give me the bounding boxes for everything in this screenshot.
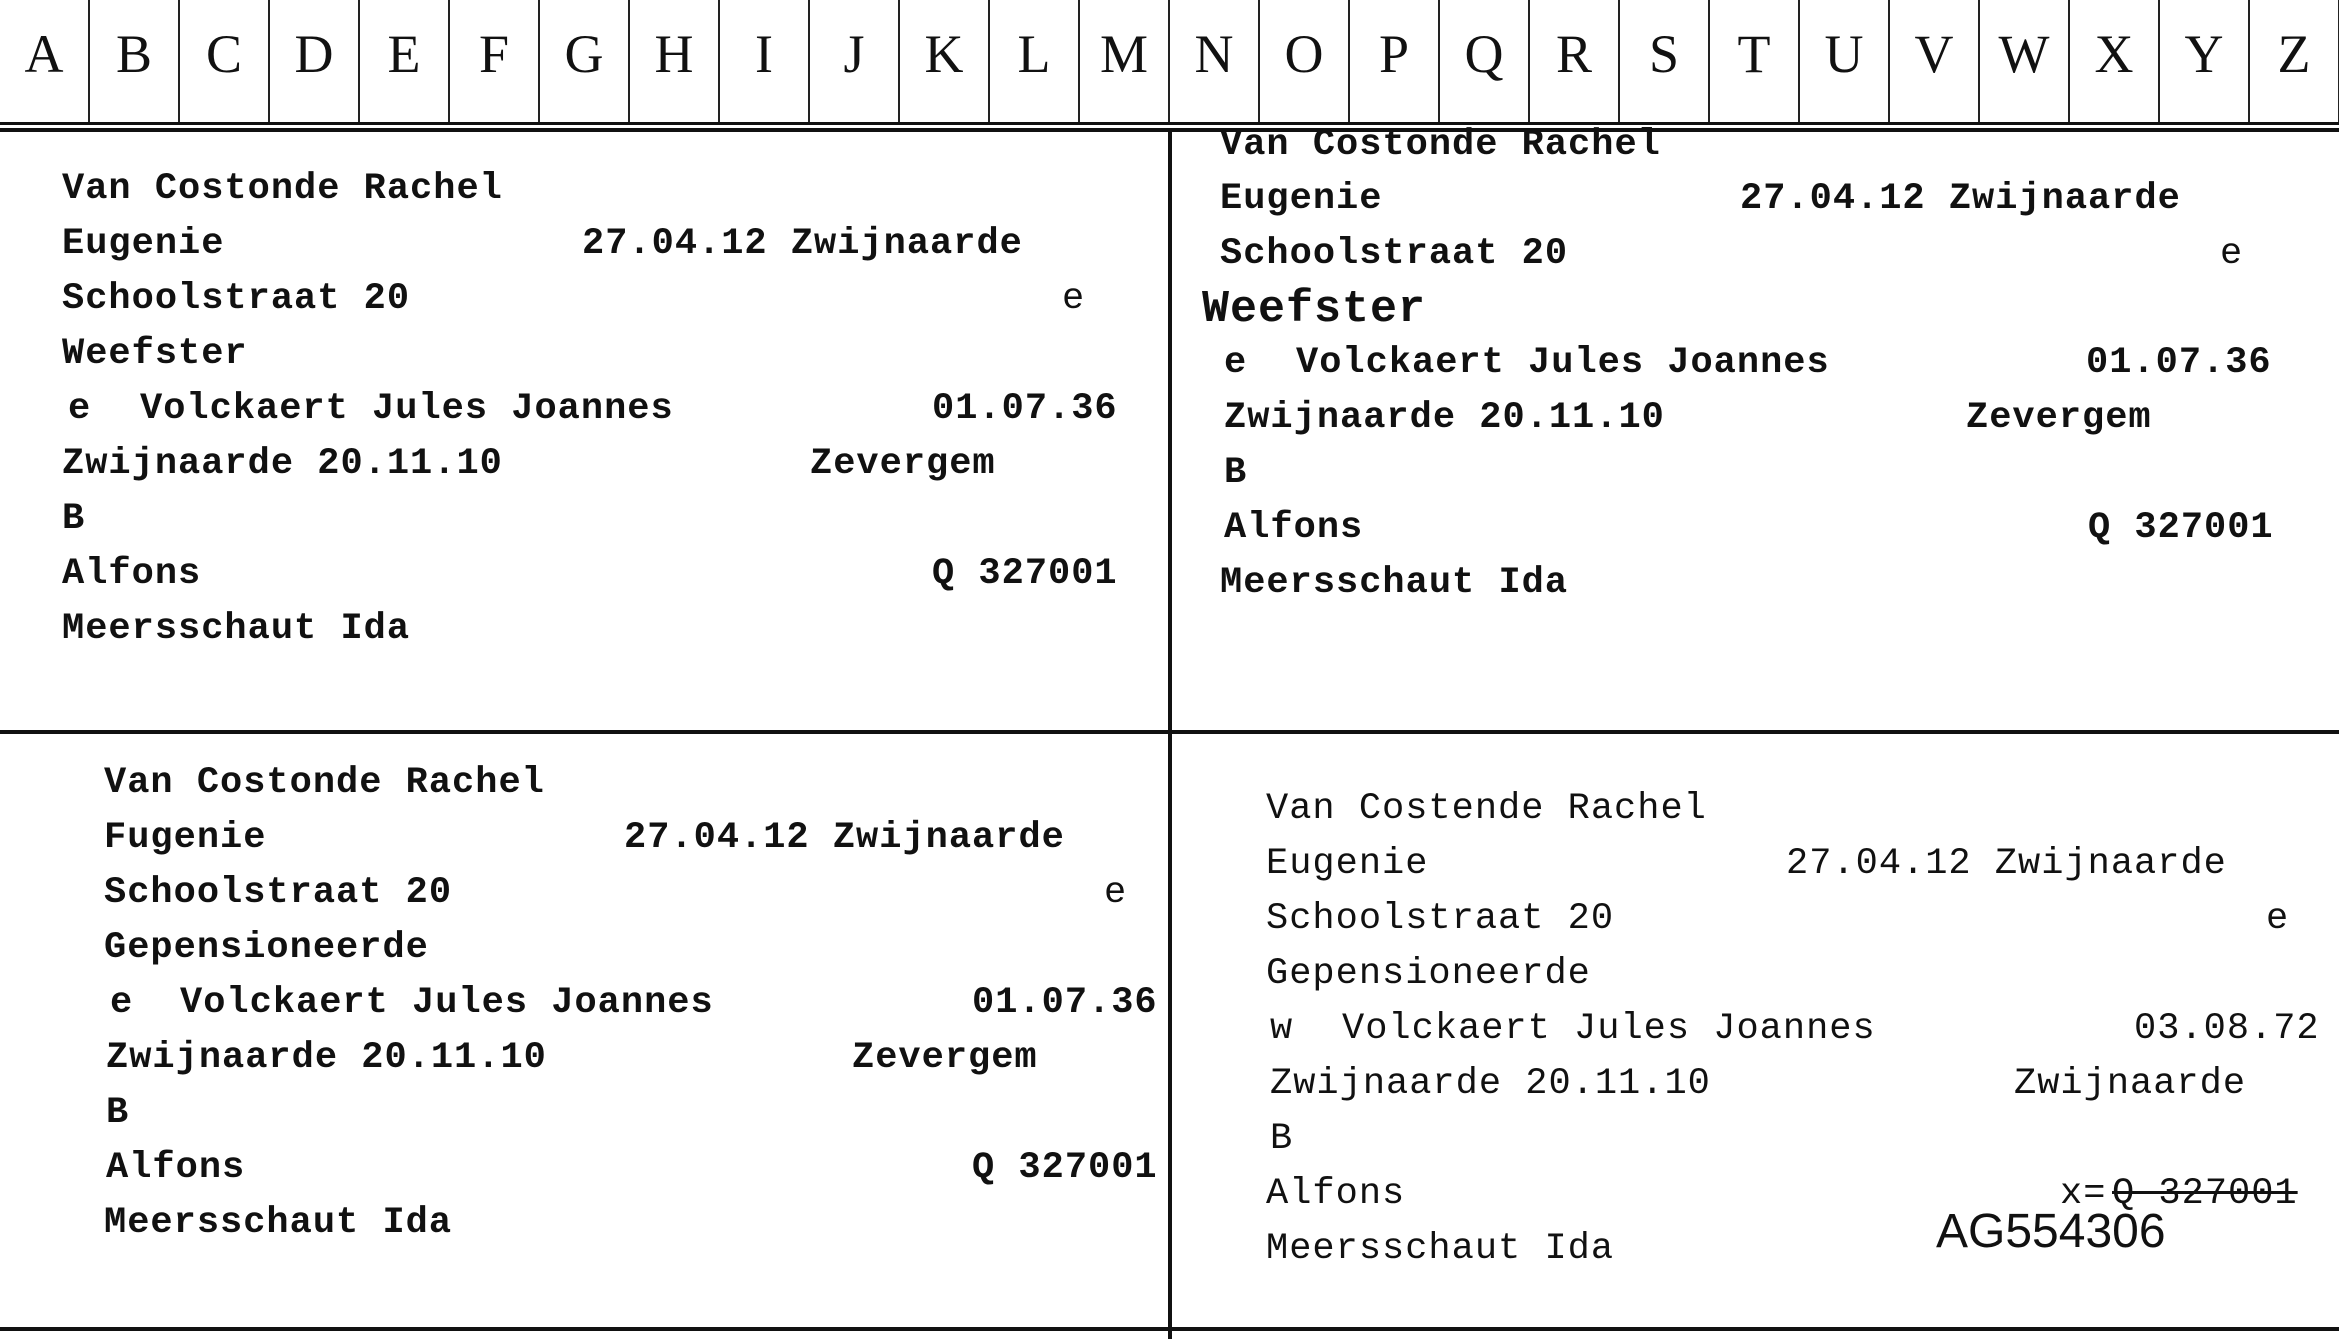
index-letter-t: T: [1710, 0, 1800, 122]
card-first-name: Eugenie: [1266, 843, 1429, 885]
card-number: Q 327001: [932, 553, 1118, 595]
card-name: Van Costonde Rachel: [1220, 124, 1661, 166]
card-address: Schoolstraat 20: [62, 278, 411, 320]
card-code: B: [62, 498, 86, 540]
index-letter-y: Y: [2160, 0, 2250, 122]
card-spouse-name: Volckaert Jules Joannes: [140, 388, 674, 430]
card-spouse-place: Zwijnaarde: [2014, 1063, 2247, 1105]
card-father: Alfons: [1224, 507, 1364, 549]
card-spouse-date: 01.07.36: [2086, 342, 2272, 384]
card-number-prefix: x=: [2060, 1173, 2107, 1215]
card-spouse-birth: Zwijnaarde 20.11.10: [1224, 397, 1665, 439]
card-spouse-date: 03.08.72: [2134, 1008, 2320, 1050]
index-letter-n: N: [1170, 0, 1260, 122]
card-mother: Meersschaut Ida: [1266, 1228, 1615, 1270]
card-address: Schoolstraat 20: [1220, 233, 1569, 275]
index-letter-w: W: [1980, 0, 2070, 122]
card-address: Schoolstraat 20: [1266, 898, 1615, 940]
card-occupation: Gepensioneerde: [104, 927, 429, 969]
card-occupation: Weefster: [1202, 284, 1427, 335]
center-divider: [1168, 128, 1172, 1339]
card-occupation: Weefster: [62, 333, 248, 375]
card-spouse-date: 01.07.36: [972, 982, 1158, 1024]
card-name: Van Costonde Rachel: [104, 762, 545, 804]
index-letter-m: M: [1080, 0, 1170, 122]
card-spouse-birth: Zwijnaarde 20.11.10: [62, 443, 503, 485]
card-birth: 27.04.12 Zwijnaarde: [1786, 843, 2227, 885]
index-letter-c: C: [180, 0, 270, 122]
card-number: Q 327001: [2088, 507, 2274, 549]
card-mother: Meersschaut Ida: [104, 1202, 453, 1244]
card-spouse-name: Volckaert Jules Joannes: [1296, 342, 1830, 384]
card-father: Alfons: [1266, 1173, 1406, 1215]
card-mother: Meersschaut Ida: [62, 608, 411, 650]
card-spouse-place: Zevergem: [1966, 397, 2152, 439]
index-letter-o: O: [1260, 0, 1350, 122]
index-letter-v: V: [1890, 0, 1980, 122]
index-letter-z: Z: [2250, 0, 2339, 122]
index-letter-u: U: [1800, 0, 1890, 122]
index-letter-b: B: [90, 0, 180, 122]
card-name: Van Costende Rachel: [1266, 788, 1707, 830]
index-letter-i: I: [720, 0, 810, 122]
card-code: B: [1270, 1118, 1294, 1160]
index-letter-d: D: [270, 0, 360, 122]
card-spouse-name: Volckaert Jules Joannes: [180, 982, 714, 1024]
card-name: Van Costonde Rachel: [62, 168, 503, 210]
index-letter-f: F: [450, 0, 540, 122]
card-spouse-place: Zevergem: [852, 1037, 1038, 1079]
card-civil-mark: e: [2220, 233, 2244, 275]
card-mother: Meersschaut Ida: [1220, 562, 1569, 604]
card-spouse-birth: Zwijnaarde 20.11.10: [1270, 1063, 1711, 1105]
card-spouse-prefix: e: [110, 982, 134, 1024]
card-civil-mark: e: [1062, 278, 1086, 320]
card-occupation: Gepensioneerde: [1266, 953, 1591, 995]
index-letter-j: J: [810, 0, 900, 122]
card-spouse-prefix: e: [68, 388, 92, 430]
index-letter-g: G: [540, 0, 630, 122]
card-spouse-date: 01.07.36: [932, 388, 1118, 430]
index-letter-strip: [0, 0, 2339, 125]
card-address: Schoolstraat 20: [104, 872, 453, 914]
card-number: Q 327001: [972, 1147, 1158, 1189]
card-number-struck: Q 327001: [2112, 1173, 2298, 1215]
index-letter-l: L: [990, 0, 1080, 122]
card-spouse-prefix: e: [1224, 342, 1248, 384]
card-spouse-place: Zevergem: [810, 443, 996, 485]
card-spouse-prefix: w: [1270, 1008, 1294, 1050]
index-letter-a: A: [0, 0, 90, 122]
card-birth: 27.04.12 Zwijnaarde: [624, 817, 1065, 859]
index-letter-k: K: [900, 0, 990, 122]
card-new-number: AG554306: [1936, 1205, 2166, 1258]
card-spouse-birth: Zwijnaarde 20.11.10: [106, 1037, 547, 1079]
card-civil-mark: e: [1104, 872, 1128, 914]
card-first-name: Eugenie: [62, 223, 225, 265]
index-letter-r: R: [1530, 0, 1620, 122]
card-birth: 27.04.12 Zwijnaarde: [1740, 178, 2181, 220]
card-civil-mark: e: [2266, 898, 2290, 940]
index-letter-h: H: [630, 0, 720, 122]
card-birth: 27.04.12 Zwijnaarde: [582, 223, 1023, 265]
card-code: B: [1224, 452, 1248, 494]
card-first-name: Fugenie: [104, 817, 267, 859]
card-first-name: Eugenie: [1220, 178, 1383, 220]
index-letter-p: P: [1350, 0, 1440, 122]
card-father: Alfons: [62, 553, 202, 595]
index-letter-e: E: [360, 0, 450, 122]
card-code: B: [106, 1092, 130, 1134]
index-letter-q: Q: [1440, 0, 1530, 122]
card-father: Alfons: [106, 1147, 246, 1189]
card-spouse-name: Volckaert Jules Joannes: [1342, 1008, 1876, 1050]
index-letter-x: X: [2070, 0, 2160, 122]
index-letter-s: S: [1620, 0, 1710, 122]
